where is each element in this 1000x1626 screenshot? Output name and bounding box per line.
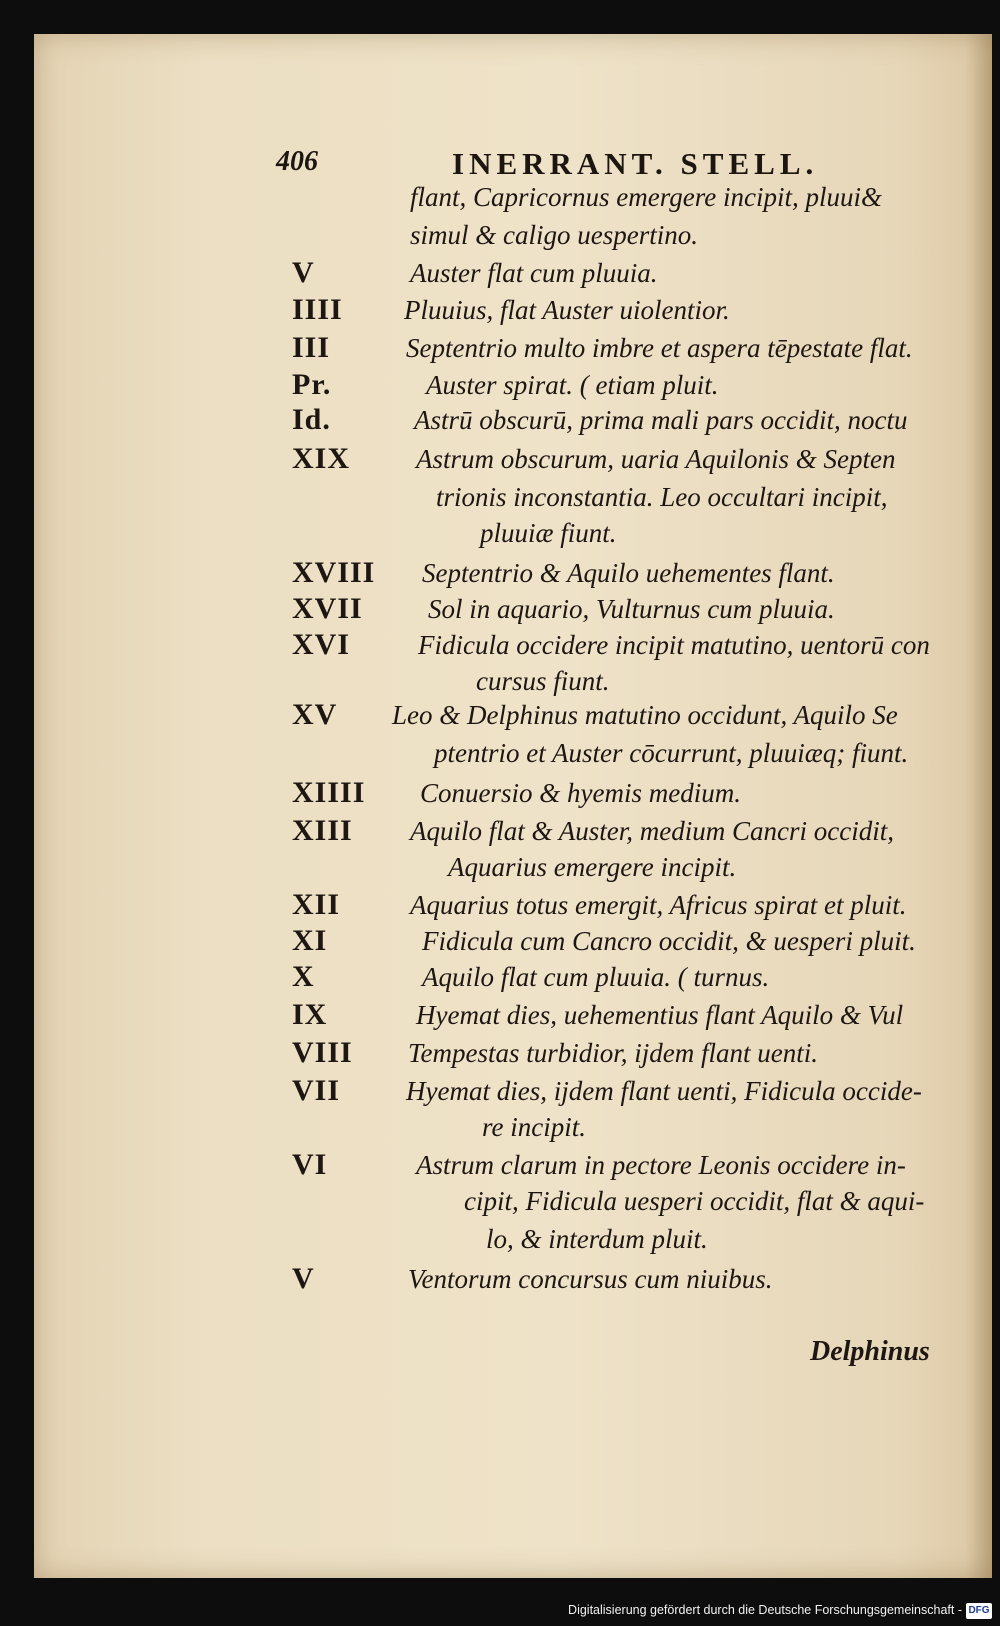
day-number: XV <box>292 698 338 731</box>
entry-text-line: Conuersio & hyemis medium. <box>420 778 741 808</box>
entry-text-line: Hyemat dies, ijdem flant uenti, Fidicula occide- <box>406 1076 922 1106</box>
dfg-logo-icon: DFG <box>966 1603 992 1619</box>
entry-text-line: Auster flat cum pluuia. <box>410 258 658 288</box>
day-number: VIII <box>292 1036 353 1069</box>
running-head: INERRANT. STELL. <box>452 146 819 181</box>
entry-text-line: Septentrio & Aquilo uehementes flant. <box>422 558 835 588</box>
page-edge-shadow <box>966 34 992 1578</box>
day-number: X <box>292 960 315 993</box>
entry-text-line: cipit, Fidicula uesperi occidit, flat & aqui- <box>464 1186 925 1216</box>
entry-text-line: Aquilo flat cum pluuia. ( turnus. <box>422 962 770 992</box>
day-number: V <box>292 256 315 289</box>
entry-text-line: Hyemat dies, uehementius flant Aquilo & Vul <box>416 1000 904 1030</box>
day-number: V <box>292 1262 315 1295</box>
day-number: XI <box>292 924 328 957</box>
entry-text-line: cursus fiunt. <box>476 666 610 696</box>
day-number: VII <box>292 1074 341 1107</box>
day-number: XII <box>292 888 341 921</box>
day-number: IIII <box>292 293 343 326</box>
entry-text-line: Tempestas turbidior, ijdem flant uenti. <box>408 1038 819 1068</box>
entry-text-line: Aquilo flat & Auster, medium Cancri occidit, <box>410 816 894 846</box>
entry-text-line: Ventorum concursus cum niuibus. <box>408 1264 773 1294</box>
entry-text-line: Aquarius totus emergit, Africus spirat et pluit. <box>410 890 907 920</box>
day-number: III <box>292 331 331 364</box>
day-number: Id. <box>292 403 331 436</box>
day-number: XIX <box>292 442 351 475</box>
book-page <box>34 34 992 1578</box>
day-number: XVII <box>292 592 363 625</box>
day-number: Pr. <box>292 368 332 401</box>
entry-text-line: Fidicula occidere incipit matutino, uentorū con <box>418 630 930 660</box>
footer-bar <box>0 1586 1000 1626</box>
entry-text-line: Leo & Delphinus matutino occidunt, Aquilo Se <box>392 700 898 730</box>
day-number: XVI <box>292 628 351 661</box>
entry-text-line: simul & caligo uespertino. <box>410 220 698 250</box>
entry-text-line: Septentrio multo imbre et aspera tēpestate flat. <box>406 333 913 363</box>
page-number: 406 <box>276 146 318 177</box>
entry-text-line: Astrū obscurū, prima mali pars occidit, noctu <box>414 405 908 435</box>
entry-text-line: Aquarius emergere incipit. <box>448 852 737 882</box>
entry-text-line: flant, Capricornus emergere incipit, pluui& <box>410 182 882 212</box>
catchword: Delphinus <box>810 1336 930 1367</box>
digitization-credit: Digitalisierung gefördert durch die Deutsche Forschungsgemeinschaft - <box>568 1603 962 1617</box>
entry-text-line: Pluuius, flat Auster uiolentior. <box>404 295 730 325</box>
entry-text-line: trionis inconstantia. Leo occultari incipit, <box>436 482 888 512</box>
entry-text-line: pluuiæ fiunt. <box>480 518 617 548</box>
entry-text-line: Astrum clarum in pectore Leonis occidere in- <box>416 1150 906 1180</box>
entry-text-line: Astrum obscurum, uaria Aquilonis & Septen <box>416 444 896 474</box>
day-number: VI <box>292 1148 328 1181</box>
entry-text-line: lo, & interdum pluit. <box>486 1224 708 1254</box>
entry-text-line: Auster spirat. ( etiam pluit. <box>426 370 719 400</box>
day-number: XIII <box>292 814 353 847</box>
day-number: IX <box>292 998 328 1031</box>
entry-text-line: re incipit. <box>482 1112 586 1142</box>
entry-text-line: Fidicula cum Cancro occidit, & uesperi pluit. <box>422 926 916 956</box>
entry-text-line: Sol in aquario, Vulturnus cum pluuia. <box>428 594 835 624</box>
entry-text-line: ptentrio et Auster cōcurrunt, pluuiæq; fiunt. <box>434 738 909 768</box>
day-number: XIIII <box>292 776 366 809</box>
day-number: XVIII <box>292 556 376 589</box>
